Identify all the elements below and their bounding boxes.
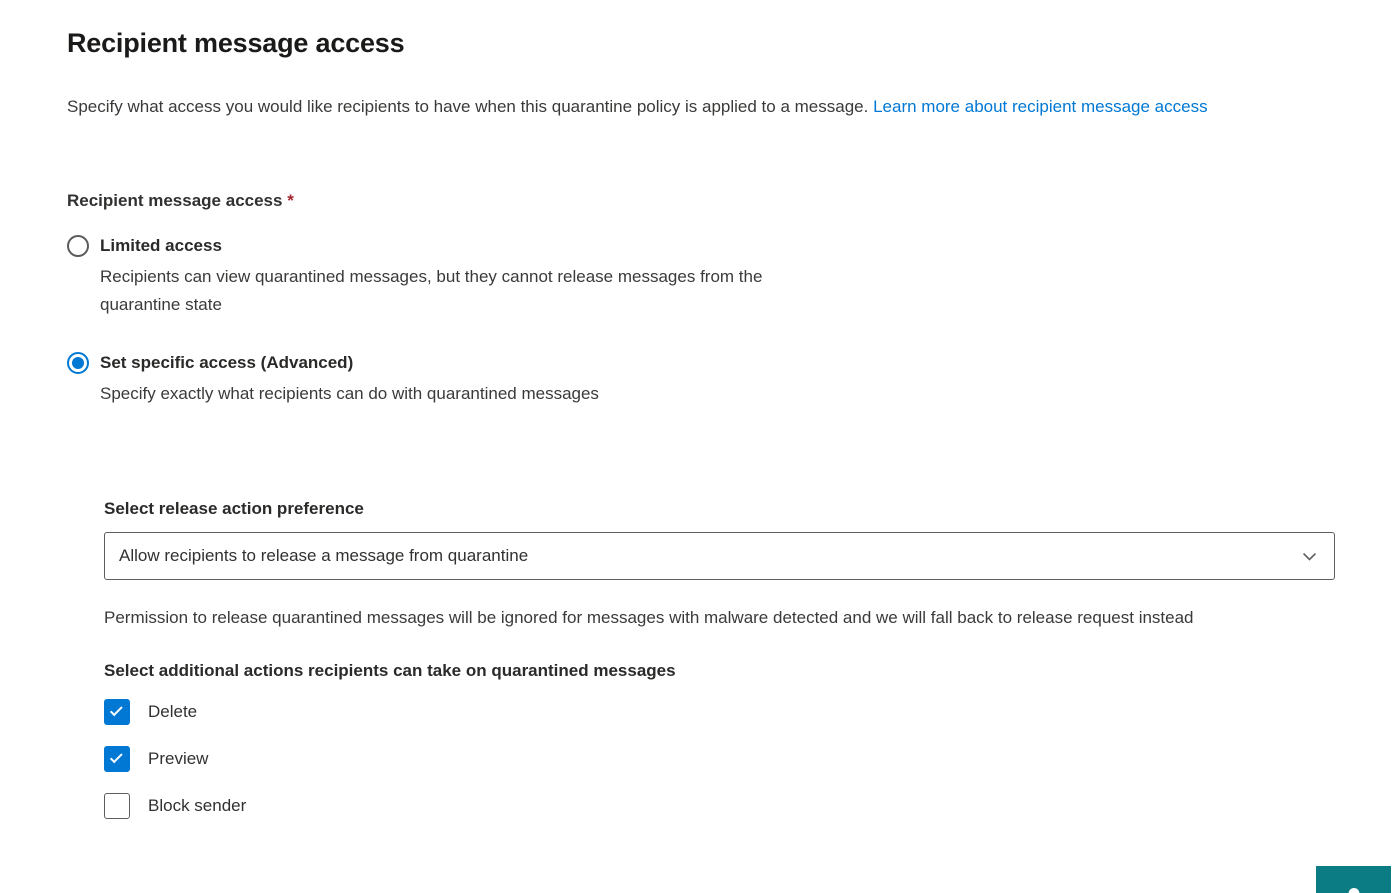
page-description <box>67 93 1339 121</box>
checkmark-icon <box>110 704 123 717</box>
recipient-access-field-label <box>67 190 1397 212</box>
checkbox-label-block-sender: Block sender <box>148 796 247 815</box>
checkbox-label-delete: Delete <box>148 702 198 721</box>
radio-button-limited-access[interactable] <box>67 235 89 257</box>
additional-actions-label: Select additional actions recipients can take on quarantined messages <box>104 661 676 680</box>
checkbox-block-sender[interactable] <box>104 793 130 819</box>
radio-dot-icon <box>72 357 84 369</box>
release-action-dropdown[interactable] <box>104 532 1335 580</box>
feedback-button[interactable] <box>1316 866 1391 893</box>
page-title: Recipient message access <box>67 28 405 58</box>
radio-option-set-specific-access[interactable] <box>67 351 1397 408</box>
radio-option-limited-access[interactable] <box>67 234 1397 319</box>
checkbox-label-preview: Preview <box>148 749 209 768</box>
checkmark-icon <box>110 751 123 764</box>
release-action-dropdown-value: Allow recipients to release a message from quarantine <box>119 546 529 565</box>
radio-label-limited-access: Limited access <box>100 236 222 255</box>
checkbox-row-block-sender[interactable] <box>104 793 1397 819</box>
checkbox-row-preview[interactable] <box>104 746 1397 772</box>
radio-button-set-specific-access[interactable] <box>67 352 89 374</box>
checkbox-row-delete[interactable] <box>104 699 1397 725</box>
advanced-access-section <box>104 498 1397 819</box>
release-action-label: Select release action preference <box>104 499 364 518</box>
radio-description-set-specific-access: Specify exactly what recipients can do with quarantined messages <box>100 384 599 403</box>
checkbox-delete[interactable] <box>104 699 130 725</box>
field-label-text: Recipient message access <box>67 191 283 210</box>
checkbox-preview[interactable] <box>104 746 130 772</box>
learn-more-link[interactable]: Learn more about recipient message access <box>873 97 1208 116</box>
smiley-icon <box>1348 888 1359 893</box>
radio-description-limited-access: Recipients can view quarantined messages, but they cannot release messages from the quarantine state <box>100 267 763 314</box>
radio-label-set-specific-access: Set specific access (Advanced) <box>100 353 354 372</box>
release-permission-note: Permission to release quarantined messages will be ignored for messages with malware detected and we will fall back to release request instead <box>104 608 1194 627</box>
page-description-text: Specify what access you would like recipients to have when this quarantine policy is applied to a message. <box>67 97 869 116</box>
radio-option-body <box>100 351 599 408</box>
radio-option-body <box>100 234 818 319</box>
chevron-down-icon <box>1300 547 1319 566</box>
required-asterisk: * <box>287 191 294 210</box>
